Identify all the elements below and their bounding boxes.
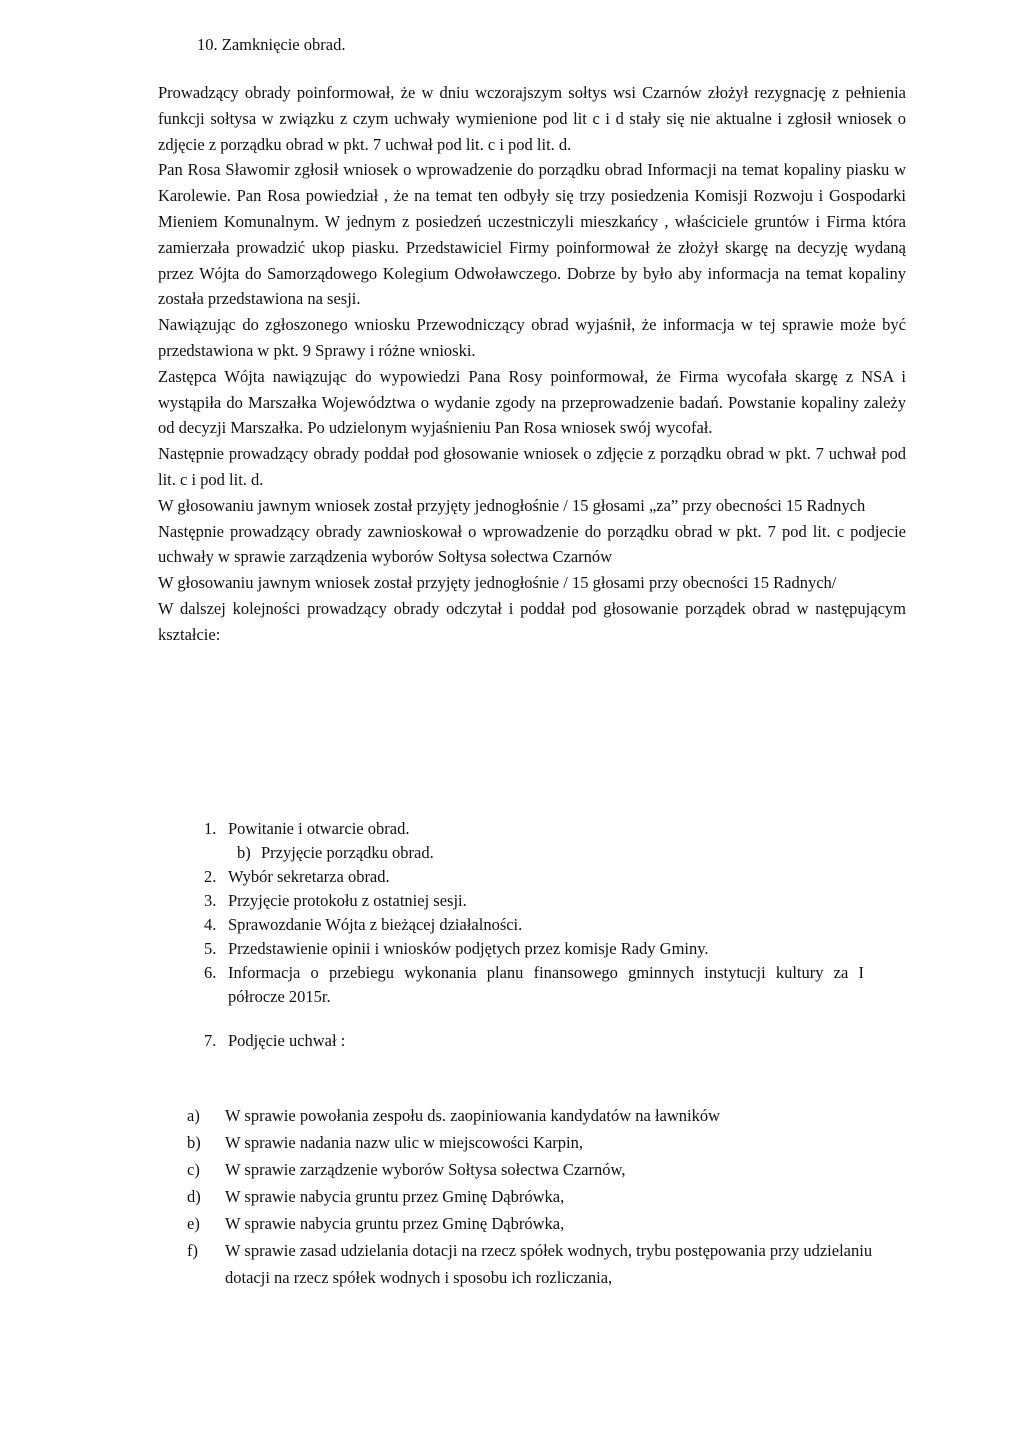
agenda-item-number: 3.	[204, 891, 217, 910]
resolution-item-letter: e)	[187, 1214, 200, 1233]
resolution-item	[187, 1210, 909, 1237]
agenda-item-number: 7.	[204, 1031, 217, 1050]
resolutions-list	[187, 1102, 909, 1291]
agenda-item-text: Wybór sekretarza obrad.	[228, 867, 390, 886]
resolution-item-text: W sprawie nabycia gruntu przez Gminę Dąbrówka,	[225, 1187, 565, 1206]
agenda-item-text: Powitanie i otwarcie obrad.	[228, 819, 410, 838]
resolution-item-text: W sprawie zarządzenie wyborów Sołtysa sołectwa Czarnów,	[225, 1160, 626, 1179]
resolution-item-letter: c)	[187, 1160, 200, 1179]
agenda-item-number: 5.	[204, 939, 217, 958]
paragraph: W dalszej kolejności prowadzący obrady odczytał i poddał pod głosowanie porządek obrad w następującym kształcie:	[158, 598, 906, 644]
agenda-item	[204, 913, 906, 937]
resolution-item	[187, 1237, 909, 1291]
agenda-item-number: b)	[237, 843, 251, 862]
resolution-item-letter: a)	[187, 1106, 200, 1125]
agenda-list	[158, 817, 906, 1053]
agenda-item	[204, 961, 864, 1009]
agenda-item-number: 1.	[204, 819, 217, 838]
resolution-item	[187, 1102, 909, 1129]
section-heading: 10. Zamknięcie obrad.	[197, 35, 346, 54]
agenda-item	[204, 817, 906, 841]
agenda-item-text: Przyjęcie protokołu z ostatniej sesji.	[228, 891, 467, 910]
agenda-item	[204, 1029, 906, 1053]
agenda-item-text: Przedstawienie opinii i wniosków podjętych przez komisje Rady Gminy.	[228, 939, 709, 958]
resolution-item-letter: d)	[187, 1187, 201, 1206]
agenda-item-text: Podjęcie uchwał :	[228, 1031, 346, 1050]
agenda-item-text: Sprawozdanie Wójta z bieżącej działalności.	[228, 915, 523, 934]
resolution-item	[187, 1129, 909, 1156]
resolution-item-letter: b)	[187, 1133, 201, 1152]
paragraph: Zastępca Wójta nawiązując do wypowiedzi Pana Rosy poinformował, że Firma wycofała skargę z NSA i wystąpiła do Marszałka Województwa o wydanie zgody na przeprowadzenie badań. Powstanie kopaliny zależy od decyzji Marszałka. Po udzielonym wyjaśnieniu Pan Rosa wniosek swój wycofał.	[158, 366, 906, 438]
agenda-item	[237, 841, 906, 865]
body-text	[158, 80, 906, 648]
paragraph: Prowadzący obrady poinformował, że w dniu wczorajszym sołtys wsi Czarnów złożył rezygnację z pełnienia funkcji sołtysa w związku z czym uchwały wymienione pod lit c i d stały się nie aktualne i zgłosił wniosek o zdjęcie z porządku obrad w pkt. 7 uchwał pod lit. c i pod lit. d.	[158, 83, 906, 154]
resolution-item-text: W sprawie nadania nazw ulic w miejscowości Karpin,	[225, 1133, 583, 1152]
resolution-item-letter: f)	[187, 1241, 198, 1260]
agenda-item-text: Informacja o przebiegu wykonania planu finansowego gminnych instytucji kultury za I półrocze 2015r.	[228, 963, 864, 1006]
resolution-item-text: W sprawie nabycia gruntu przez Gminę Dąbrówka,	[225, 1214, 565, 1233]
paragraph: Następnie prowadzący obrady poddał pod głosowanie wniosek o zdjęcie z porządku obrad w pkt. 7 uchwał pod lit. c i pod lit. d.	[158, 444, 906, 489]
agenda-item-text: Przyjęcie porządku obrad.	[261, 843, 434, 862]
agenda-item	[204, 937, 906, 961]
agenda-item	[204, 865, 906, 889]
agenda-item-number: 4.	[204, 915, 217, 934]
resolution-item	[187, 1156, 909, 1183]
paragraph: Następnie prowadzący obrady zawnioskował o wprowadzenie do porządku obrad w pkt. 7 pod lit. c podjecie uchwały w sprawie zarządzenia wyborów Sołtysa sołectwa Czarnów	[158, 521, 906, 567]
resolution-item-text: W sprawie zasad udzielania dotacji na rzecz spółek wodnych, trybu postępowania przy udzielaniu dotacji na rzecz spółek wodnych i sposobu ich rozliczania,	[225, 1241, 873, 1287]
resolution-item-text: W sprawie powołania zespołu ds. zaopiniowania kandydatów na ławników	[225, 1106, 721, 1125]
agenda-item-number: 2.	[204, 867, 217, 886]
agenda-item-number: 6.	[204, 963, 217, 982]
resolution-item	[187, 1183, 909, 1210]
agenda-item	[204, 889, 906, 913]
paragraph: W głosowaniu jawnym wniosek został przyjęty jednogłośnie / 15 głosami „za” przy obecności 15 Radnych	[158, 495, 866, 515]
paragraph: Nawiązując do zgłoszonego wniosku Przewodniczący obrad wyjaśnił, że informacja w tej sprawie może być przedstawiona w pkt. 9 Sprawy i różne wnioski.	[158, 315, 906, 360]
paragraph: W głosowaniu jawnym wniosek został przyjęty jednogłośnie / 15 głosami przy obecności 15 Radnych/	[158, 573, 837, 593]
paragraph: Pan Rosa Sławomir zgłosił wniosek o wprowadzenie do porządku obrad Informacji na temat kopaliny piasku w Karolewie. Pan Rosa powiedział , że na temat ten odbyły się trzy posiedzenia Komisji Rozwoju i Gospodarki Mieniem Komunalnym. W jednym z posiedzeń uczestniczyli mieszkańcy , właściciele gruntów i Firma która zamierzała prowadzić ukop piasku. Przedstawiciel Firmy poinformował że złożył skargę na decyzję wydaną przez Wójta do Samorządowego Kolegium Odwoławczego. Dobrze by było aby informacja na temat kopaliny została przedstawiona na sesji.	[158, 160, 906, 309]
